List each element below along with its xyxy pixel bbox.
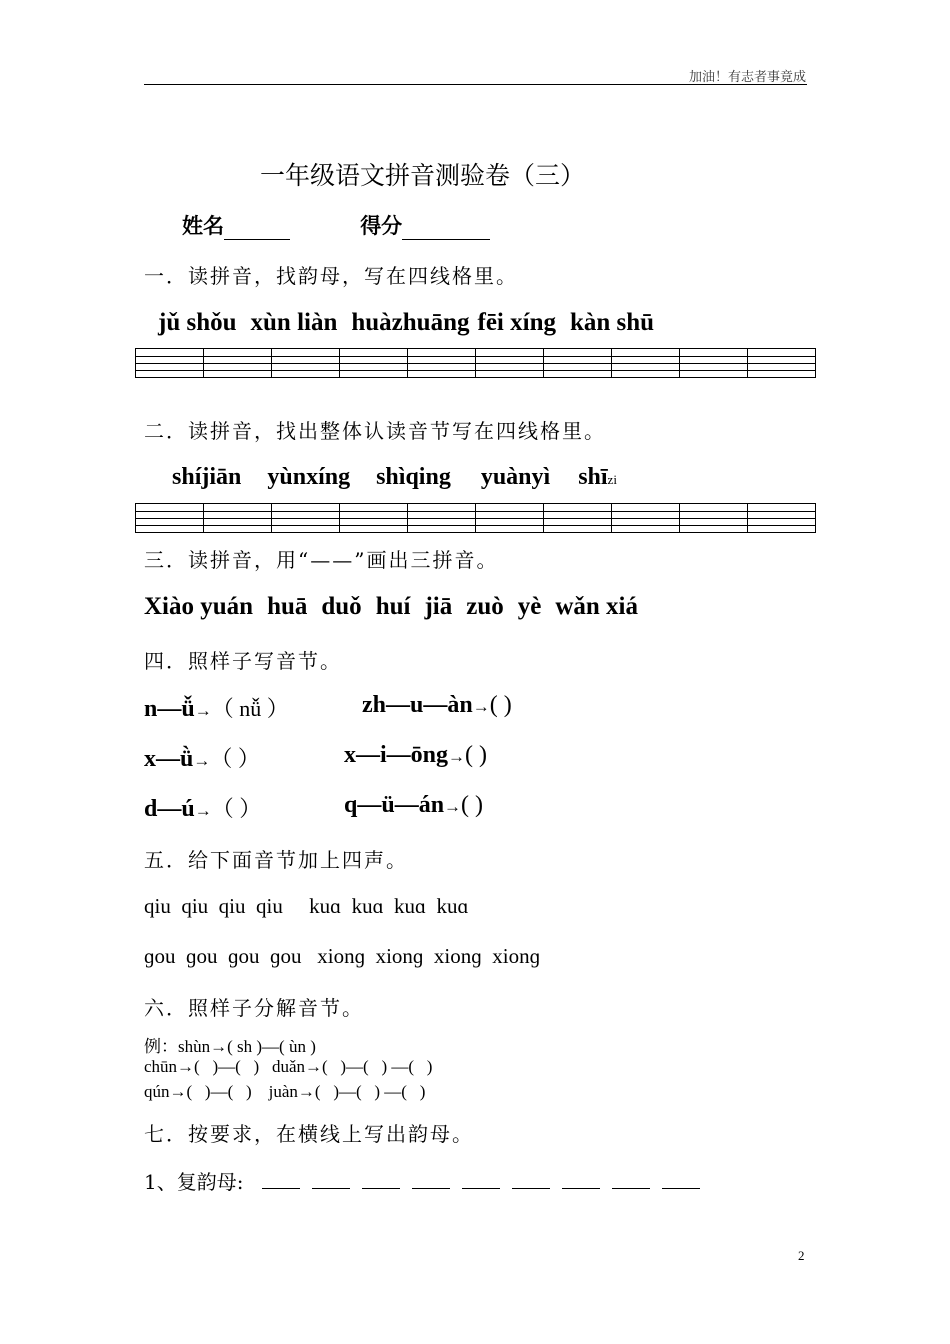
q2-words [172,464,617,491]
grid-cell[interactable] [340,504,408,532]
q4-right: x—i—ōng [344,742,449,768]
q4-row [144,742,260,773]
answer-blank[interactable] [412,1170,450,1189]
name-field[interactable] [224,219,290,240]
arrow-icon: → [194,701,212,720]
page-title: 一年级语文拼音测验卷（三） [260,161,586,190]
q3-word: zuò [466,593,504,620]
q6-line: qún→( )—( ) juàn→( )—( ) —( ) [144,1082,426,1101]
answer-blank[interactable] [512,1170,550,1189]
q1-four-line-grid[interactable] [135,348,816,378]
grid-cell[interactable] [136,349,204,377]
grid-cell[interactable] [340,349,408,377]
example-label: 例： [144,1037,178,1056]
q4-row [344,742,487,769]
grid-cell[interactable] [476,504,544,532]
student-info [182,210,490,240]
arrow-icon: → [194,801,212,820]
q2-four-line-grid[interactable] [135,503,816,533]
q4-left-answer: （ nǚ ） [211,696,289,721]
answer-blank[interactable] [462,1170,500,1189]
q1-word: jǔ shǒu [158,309,237,336]
score-label: 得分 [360,213,403,238]
answer-blank[interactable] [262,1170,300,1189]
answer-blank[interactable] [612,1170,650,1189]
q2-word: shī [578,464,608,490]
score-field[interactable] [402,219,490,240]
q1-word: fēi xíng [477,309,556,336]
q2-heading: 二．读拼音，找出整体认读音节写在四线格里。 [144,419,606,443]
q6-line: chūn→( )—( ) duǎn→( )—( ) —( ) [144,1057,433,1076]
q2-word: shìqing [376,464,451,490]
q4-row [144,692,289,723]
q5-line: ɡou ɡou ɡou ɡou xionɡ xionɡ xionɡ xionɡ [144,944,541,968]
q4-heading: 四．照样子写音节。 [144,649,342,673]
q1-heading: 一．读拼音，找韵母，写在四线格里。 [144,264,518,288]
q4-row [362,692,512,719]
example-text: shùn→( sh )—( ùn ) [178,1037,316,1056]
q7-item-label: 1、复韵母: [144,1170,244,1194]
q4-row [344,792,483,819]
grid-cell[interactable] [612,349,680,377]
q3-word: wǎn xiá [555,593,638,620]
answer-blank[interactable] [362,1170,400,1189]
q3-word: huā [267,593,308,620]
grid-cell[interactable] [408,349,476,377]
q2-word: yuànyì [480,464,551,490]
q1-word: kàn shū [569,309,655,336]
q4-left: x—ǜ [144,746,194,772]
grid-cell[interactable] [544,349,612,377]
q1-word: huàzhuāng [351,309,470,336]
grid-cell[interactable] [204,504,272,532]
grid-cell[interactable] [612,504,680,532]
grid-cell[interactable] [272,504,340,532]
arrow-icon: → [444,797,462,816]
answer-blank[interactable] [562,1170,600,1189]
q1-words [158,309,654,337]
q7-heading: 七．按要求，在横线上写出韵母。 [144,1122,474,1146]
header-motto: 加油！有志者事竟成 [688,70,806,85]
q4-right: q—ü—án [344,792,445,818]
q4-left: d—ú [144,796,195,822]
q3-word: huí [375,593,411,620]
q7-item [144,1166,712,1195]
q2-word: yùnxíng [267,464,351,490]
q6-example [144,1032,316,1057]
grid-cell[interactable] [680,349,748,377]
grid-cell[interactable] [748,349,815,377]
q4-right-answer[interactable]: ( ) [489,692,512,718]
q4-right-answer[interactable]: ( ) [465,742,487,768]
grid-cell[interactable] [272,349,340,377]
grid-cell[interactable] [680,504,748,532]
q1-word: xùn liàn [250,309,338,336]
q4-right-answer[interactable]: ( ) [461,792,484,818]
q3-heading: 三．读拼音，用“——”画出三拼音。 [144,548,499,572]
arrow-icon: → [472,697,490,716]
q4-left: n—ǚ [144,696,195,722]
grid-cell[interactable] [136,504,204,532]
q4-row [144,792,261,823]
grid-cell[interactable] [748,504,815,532]
answer-blank[interactable] [312,1170,350,1189]
answer-blank[interactable] [662,1170,700,1189]
grid-cell[interactable] [204,349,272,377]
q4-right: zh—u—àn [362,692,473,718]
q5-line: qiu qiu qiu qiu kuɑ kuɑ kuɑ kuɑ [144,894,469,918]
arrow-icon: → [448,747,466,766]
q3-word: yè [517,593,542,620]
q3-word: jiā [424,593,453,620]
arrow-icon: → [193,751,211,770]
page-number: 2 [798,1248,805,1263]
grid-cell[interactable] [408,504,476,532]
q3-word: Xiào yuán [144,593,254,620]
q3-words [144,593,638,621]
q6-heading: 六．照样子分解音节。 [144,996,364,1020]
grid-cell[interactable] [544,504,612,532]
header-rule [144,84,807,85]
name-label: 姓名 [182,213,224,238]
q5-heading: 五．给下面音节加上四声。 [144,848,408,872]
q4-left-answer[interactable]: （ ） [211,796,262,821]
q2-tail: zi [607,472,617,487]
q4-left-answer[interactable]: （ ） [210,746,260,771]
q2-word: shíjiān [172,464,242,490]
q3-word: duǒ [321,593,362,620]
grid-cell[interactable] [476,349,544,377]
